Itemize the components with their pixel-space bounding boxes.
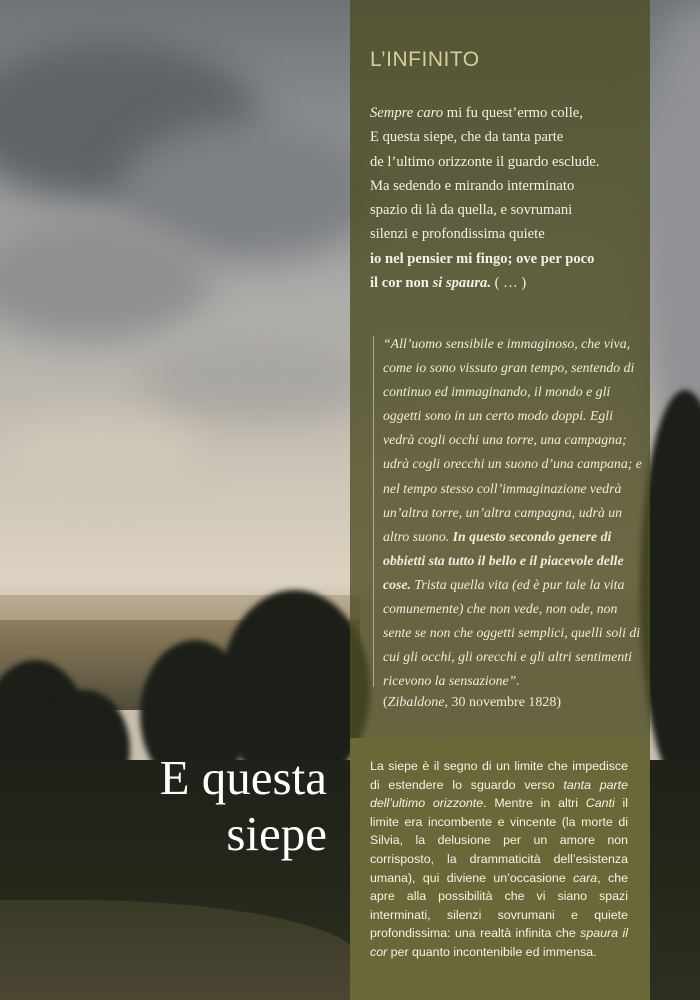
cloud-shape <box>140 330 380 420</box>
headline-line: siepe <box>226 806 327 861</box>
verse-line: Ma sedendo e mirando interminato <box>370 177 575 194</box>
section-headline <box>160 750 327 862</box>
verse-line: spazio di là da quella, e sovrumani <box>370 202 573 219</box>
poem-title: L’INFINITO <box>370 48 480 71</box>
quote-source: (Zibaldone, 30 novembre 1828) <box>383 695 562 710</box>
cloud-shape <box>0 420 200 490</box>
headline-line: E questa <box>159 750 327 805</box>
verse-line: silenzi e profondissima quiete <box>370 226 545 243</box>
verse-line: E questa siepe, che da tanta parte <box>370 129 564 146</box>
verse-line: io nel pensier mi fingo; ove per poco <box>370 250 595 267</box>
poem-verses <box>370 101 645 295</box>
verse-line: Sempre caro mi fu quest’ermo colle, <box>370 105 583 121</box>
verse-line: de l’ultimo orizzonte il guardo esclude. <box>370 153 600 170</box>
verse-line: il cor non si spaura. ( … ) <box>370 275 527 292</box>
commentary-text: La siepe è il segno di un limite che impedisce di estendere lo sguardo verso tanta parte dell’ultimo orizzonte. Mentre in altri Canti il limite era incombente e vincente (la morte di Silvia, la delusione per un amore non corrisposto, la drammaticità dell’esistenza umana), qui diviene un’occasione cara, che apre alla possibilità che vi siano spazi interminati, silenzi sovrumani e quiete profondissima: una realtà infinita che spaura il cor per quanto incontenibile ed immensa. <box>370 759 629 959</box>
zibaldone-quote: “All’uomo sensibile e immaginoso, che viva, come io sono vissuto gran tempo, sentendo di continuo ed immaginando, il mondo e gli oggetti sono in un certo modo doppi. Egli vedrà cogli occhi una torre, una campagna; udrà cogli orecchi un suono d’una campana; e nel tempo stesso coll’immaginazione vedrà un’altra torre, un’altra campagna, udrà un altro suono. In questo secondo genere di obbietti sta tutto il bello e il piacevole delle cose. Trista quella vita (ed è pur tale la vita comunemente) che non vede, non ode, non sente se non che oggetti semplici, quelli soli di cui gli occhi, gli orecchi e gli altri sentimenti ricevono la sensazione”. <box>383 336 642 689</box>
